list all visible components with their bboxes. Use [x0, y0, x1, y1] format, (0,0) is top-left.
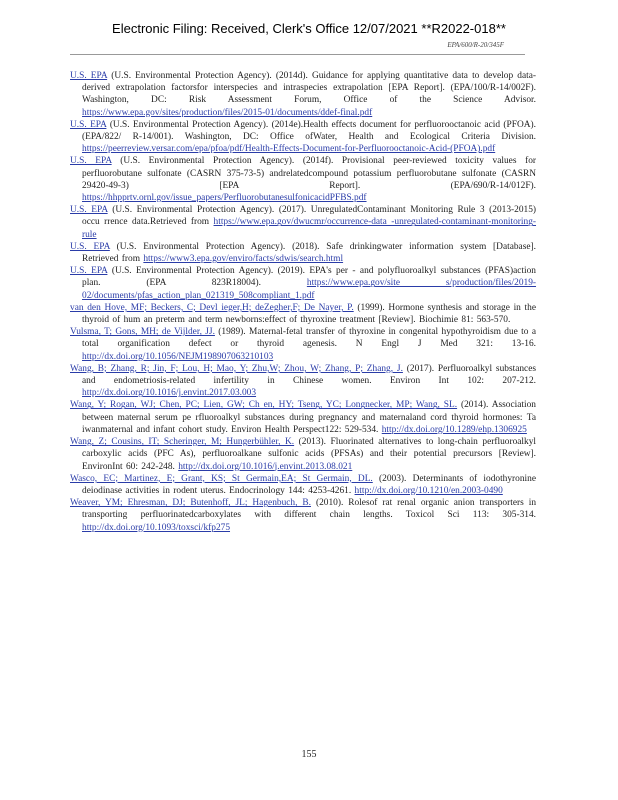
reference-entry: [70, 241, 536, 265]
reference-entry: [70, 436, 536, 473]
reference-authors[interactable]: Vulsma, T; Gons, MH; de Vijlder, JJ.: [70, 327, 215, 338]
reference-authors[interactable]: U.S. EPA: [70, 156, 112, 167]
reference-text: (U.S. Environmental Protection Agency). (2014f). Provisional peer-reviewed toxicity values for perfluorobutane sulfonate (CASRN 375-73-5) andrelatedcompound potassium perfluorobutane sulfonate (CASRN 29420-49-3) [EPA Report]. (EPA/690/R-14/012F).: [82, 156, 537, 191]
reference-entry: [70, 155, 536, 204]
reference-authors[interactable]: U.S. EPA: [70, 205, 108, 216]
reference-link[interactable]: https://www.epa.gov/dwucmr/occurrence-data -unregulated-contaminant-monitoring-rule: [82, 217, 537, 240]
reference-authors[interactable]: U.S. EPA: [70, 71, 108, 81]
reference-authors[interactable]: Wang, B; Zhang, R; Jin, F; Lou, H; Mao, Y; Zhu,W; Zhou, W; Zhang, P; Zhang, J.: [70, 363, 403, 374]
reference-authors[interactable]: van den Hove, MF; Beckers, C; Devl ieger,H; deZegher,F; De Nayer, P.: [70, 302, 354, 313]
reference-authors[interactable]: Weaver, YM; Ehresman, DJ; Butenhoff, JL; Hagenbuch, B.: [70, 498, 311, 509]
reference-text: (U.S. Environmental Protection Agency). (2019). EPA's per - and polyfluoroalkyl substances (PFAS)action plan. (EPA 823R18004).: [82, 266, 536, 289]
reference-link[interactable]: https://hhpprtv.ornl.gov/issue_papers/PerfluorobutanesulfonicacidPFBS.pdf: [82, 193, 367, 204]
reference-authors[interactable]: U.S. EPA: [70, 241, 110, 252]
reference-entry: [70, 497, 536, 534]
reference-authors[interactable]: U.S. EPA: [70, 119, 107, 130]
reference-link[interactable]: http://dx.doi.org/10.1056/NEJM198907063210103: [82, 351, 274, 362]
reference-entry: [70, 204, 536, 241]
reference-authors[interactable]: Wang, Y; Rogan, WJ; Chen, PC; Lien, GW; Ch en, HY; Tseng, YC; Longnecker, MP; Wang, SL.: [70, 400, 458, 411]
reference-link[interactable]: http://dx.doi.org/10.1016/j.envint.2017.03.003: [82, 388, 257, 399]
reference-authors[interactable]: Wasco, EC; Martinez, E; Grant, KS; St Germain,EA; St Germain, DL.: [70, 473, 373, 484]
reference-text: (2010). Rolesof rat renal organic anion transporters in transporting perfluorinatedcarboxylates with different chain lengths. Toxicol Sci 113: 305-314.: [82, 498, 537, 521]
reference-link[interactable]: http://dx.doi.org/10.1289/ehp.1306925: [381, 424, 527, 435]
reference-link[interactable]: http://dx.doi.org/10.1210/en.2003-0490: [354, 485, 503, 496]
reference-entry: [70, 70, 536, 119]
reference-text: (2003). Determinants of iodothyronine deiodinase activities in rodent uterus. Endocrinology 144: 4253-4261.: [82, 473, 537, 496]
reference-text: (2013). Fluorinated alternatives to long-chain perfluoroalkyl carboxylic acids (PFC As), perfluoroalkane sulfonic acids (PFSAs) and their potential precursors [Review]. EnvironInt 60: 242-248.: [82, 437, 537, 472]
reference-link[interactable]: https://www.epa.gov/site s/production/files/2019-02/documents/pfas_action_plan_021319_508compliant_1.pdf: [82, 278, 537, 301]
reference-authors[interactable]: Wang, Z; Cousins, IT; Scheringer, M; Hungerbühler, K.: [70, 437, 295, 448]
reference-text: (1999). Hormone synthesis and storage in the thyroid of hum an preterm and term newborns:effect of thyroxine treatment [Review]. Biochimie 81: 563-570.: [82, 302, 537, 326]
reference-list: [70, 70, 536, 534]
reference-text: (U.S. Environmental Protection Agency). (2017). UnregulatedContaminant Monitoring Rule 3 (2013-2015) occu rrence data.Retrieved from: [82, 205, 537, 228]
reference-text: (U.S. Environmental Protection Agency). (2018). Safe drinkingwater information system [Database]. Retrieved from: [82, 241, 536, 265]
document-id: EPA/600/R-20/345F: [447, 41, 504, 49]
reference-link[interactable]: https://www3.epa.gov/enviro/facts/sdwis/search.html: [143, 254, 344, 265]
reference-entry: [70, 399, 536, 436]
reference-text: (2017). Perfluoroalkyl substances and endometriosis-related infertility in Chinese women. Environ Int 102: 207-212.: [82, 363, 537, 387]
header-divider: [70, 54, 525, 55]
reference-link[interactable]: http://dx.doi.org/10.1016/j.envint.2013.08.021: [178, 461, 353, 472]
page-number: 155: [301, 749, 317, 760]
reference-text: (U.S. Environmental Protection Agency). (2014d). Guidance for applying quantitative data to develop data-derived extrapolation factorsfor interspecies and intraspecies extrapolation [EPA Report]. (EPA/100/R-14/002F). Washington, DC: Risk Assessment Forum, Office of the Science Advisor.: [82, 71, 536, 106]
reference-text: (1989). Maternal-fetal transfer of thyroxine in congenital hypothyroidism due to a total organification defect or thyroid agenesis. N Engl J Med 321: 13-16.: [82, 327, 536, 350]
reference-link[interactable]: https://peerreview.versar.com/epa/pfoa/pdf/Health-Effects-Document-for-Perfluorooctanoic-Acid-(PFOA).pdf: [82, 144, 496, 155]
reference-entry: [70, 473, 536, 497]
reference-entry: [70, 326, 536, 363]
reference-entry: [70, 265, 536, 302]
reference-entry: [70, 302, 536, 326]
reference-link[interactable]: http://dx.doi.org/10.1093/toxsci/kfp275: [82, 522, 231, 533]
reference-link[interactable]: https://www.epa.gov/sites/production/files/2015-01/documents/ddef-final.pdf: [82, 107, 373, 118]
reference-entry: [70, 119, 536, 156]
reference-entry: [70, 363, 536, 400]
reference-text: (U.S. Environmental Protection Agency). (2014e).Health effects document for perfluorooctanoic acid (PFOA).(EPA/822/ R-14/001). Washington, DC: Office ofWater, Health and Ecological Criteria Division.: [82, 119, 536, 143]
reference-authors[interactable]: U.S. EPA: [70, 266, 108, 277]
filing-header: Electronic Filing: Received, Clerk's Office 12/07/2021 **R2022-018**: [112, 21, 506, 36]
reference-text: (2014). Association between maternal serum pe rfluoroalkyl substances during pregnancy and maternaland cord thyroid hormones: Ta iwanmaternal and infant cohort study. Environ Health Perspect122: 529-534.: [82, 400, 536, 435]
